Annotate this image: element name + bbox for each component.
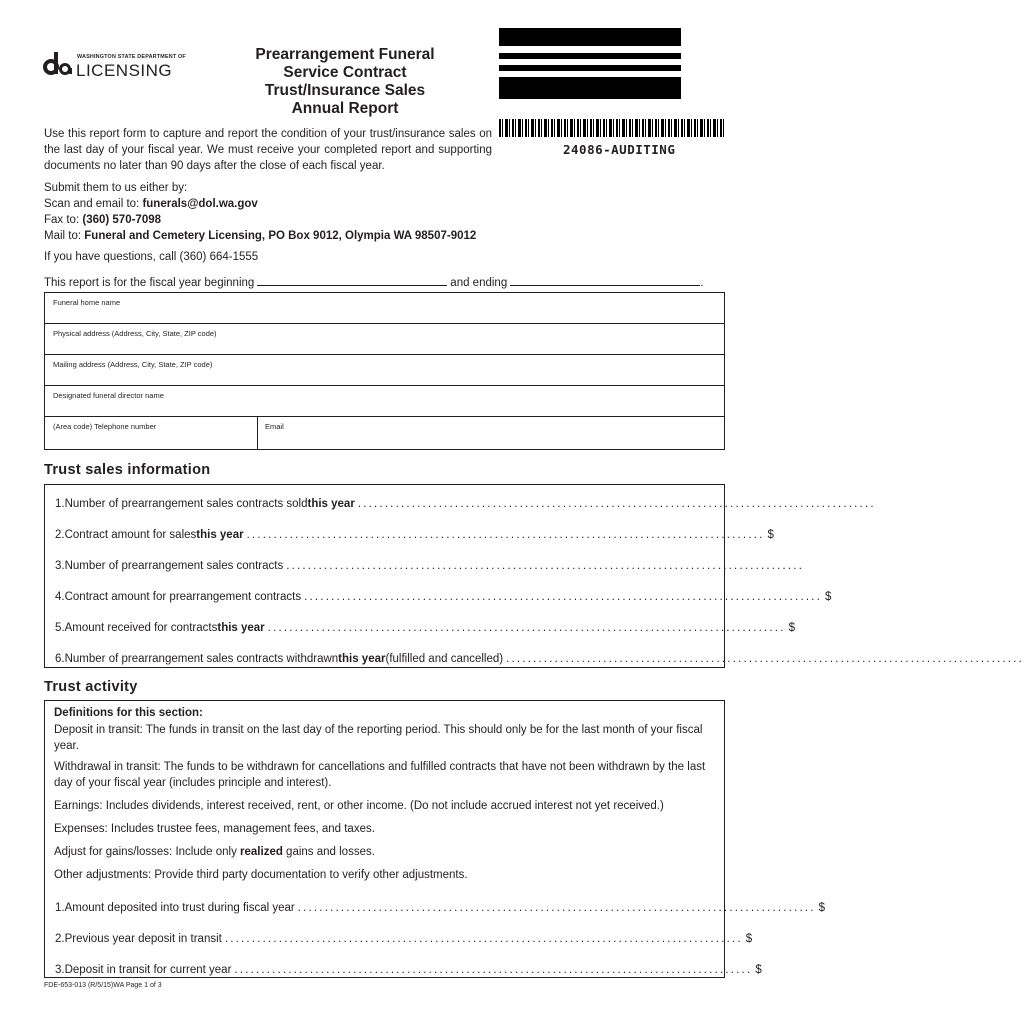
trust-activity-item-3: 3. Deposit in transit for current year ................................................................................................ $ (55, 964, 762, 976)
trust-activity-item-1: 1. Amount deposited into trust during fiscal year ................................................................................................ $ (55, 902, 826, 914)
form-footer: FDE-653-013 (R/5/15)WA Page 1 of 3 (44, 982, 162, 989)
def-adjust: Adjust for gains/losses: Include only realized gains and losses. (54, 846, 375, 858)
redaction-bars (499, 28, 681, 99)
director-name-field[interactable]: Designated funeral director name (45, 386, 724, 417)
barcode-text: 24086-AUDITING (563, 142, 676, 157)
trust-sales-item-4: 4. Contract amount for prearrangement contracts ................................................................................................ $ (55, 591, 832, 603)
funeral-home-info-box (44, 292, 725, 450)
def-deposit-in-transit: Deposit in transit: The funds in transit on the last day of the reporting period. This should only be for the last month of your fiscal year. (54, 724, 703, 752)
trust-sales-item-5: 5. Amount received for contracts this year ................................................................................................ $ (55, 622, 796, 634)
def-other-adjustments: Other adjustments: Provide third party documentation to verify other adjustments. (54, 869, 468, 881)
fiscal-begin-field[interactable] (257, 274, 447, 286)
intro-text: Use this report form to capture and report the condition of your trust/insurance sales on the last day of your fiscal year. We must receive your completed report and supporting documents no later than 90 days after the close of each fiscal year. (44, 128, 492, 172)
funeral-home-name-field[interactable]: Funeral home name (45, 293, 724, 324)
def-expenses: Expenses: Includes trustee fees, management fees, and taxes. (54, 823, 375, 835)
dol-logo-icon (44, 50, 72, 78)
trust-sales-item-6: 6. Number of prearrangement sales contracts withdrawn this year (fulfilled and cancelled) ................................................................................................ (55, 653, 1024, 665)
trust-sales-item-1: 1. Number of prearrangement sales contracts sold this year ................................................................................................ (55, 498, 876, 510)
fiscal-year-line: This report is for the fiscal year beginning and ending . (44, 274, 703, 289)
email-field[interactable]: Email (265, 422, 284, 431)
agency-name-small: WASHINGTON STATE DEPARTMENT OF (77, 54, 186, 60)
definitions-title: Definitions for this section: (54, 707, 203, 719)
trust-activity-box (44, 700, 826, 978)
def-withdrawal-in-transit: Withdrawal in transit: The funds to be withdrawn for cancellations and fulfilled contracts that have not been withdrawn by the last day of your fiscal year (includes principle and interest). (54, 761, 706, 789)
physical-address-field[interactable]: Physical address (Address, City, State, ZIP code) (45, 324, 724, 355)
trust-sales-box (44, 484, 1024, 668)
trust-activity-heading: Trust activity (44, 679, 138, 695)
questions-text: If you have questions, call (360) 664-1555 (44, 251, 259, 263)
form-title: Prearrangement Funeral Service Contract Trust/Insurance Sales Annual Report (255, 46, 435, 117)
barcode (499, 119, 724, 137)
agency-name-big: LICENSING (76, 61, 173, 80)
telephone-email-row (45, 417, 724, 450)
trust-sales-item-3: 3. Number of prearrangement sales contracts ................................................................................................ (55, 560, 805, 572)
trust-sales-item-2: 2. Contract amount for sales this year ................................................................................................ $ (55, 529, 774, 541)
dol-logo (44, 50, 194, 80)
submit-instructions: Submit them to us either by: Scan and email to: funerals@dol.wa.gov Fax to: (360) 570-7098 Mail to: Funeral and Cemetery Licensing, PO Box 9012, Olympia WA 98507-9012 (44, 182, 477, 242)
mailing-address-field[interactable]: Mailing address (Address, City, State, ZIP code) (45, 355, 724, 386)
fiscal-end-field[interactable] (510, 274, 700, 286)
mail-address: Funeral and Cemetery Licensing, PO Box 9012, Olympia WA 98507-9012 (84, 230, 477, 242)
trust-activity-item-2: 2. Previous year deposit in transit ................................................................................................ $ (55, 933, 753, 945)
def-earnings: Earnings: Includes dividends, interest received, rent, or other income. (Do not include accrued interest not yet received.) (54, 800, 664, 812)
fax-number: (360) 570-7098 (82, 214, 162, 226)
email-address[interactable]: funerals@dol.wa.gov (142, 198, 258, 210)
trust-sales-heading: Trust sales information (44, 462, 211, 478)
telephone-field[interactable]: (Area code) Telephone number (53, 422, 157, 431)
